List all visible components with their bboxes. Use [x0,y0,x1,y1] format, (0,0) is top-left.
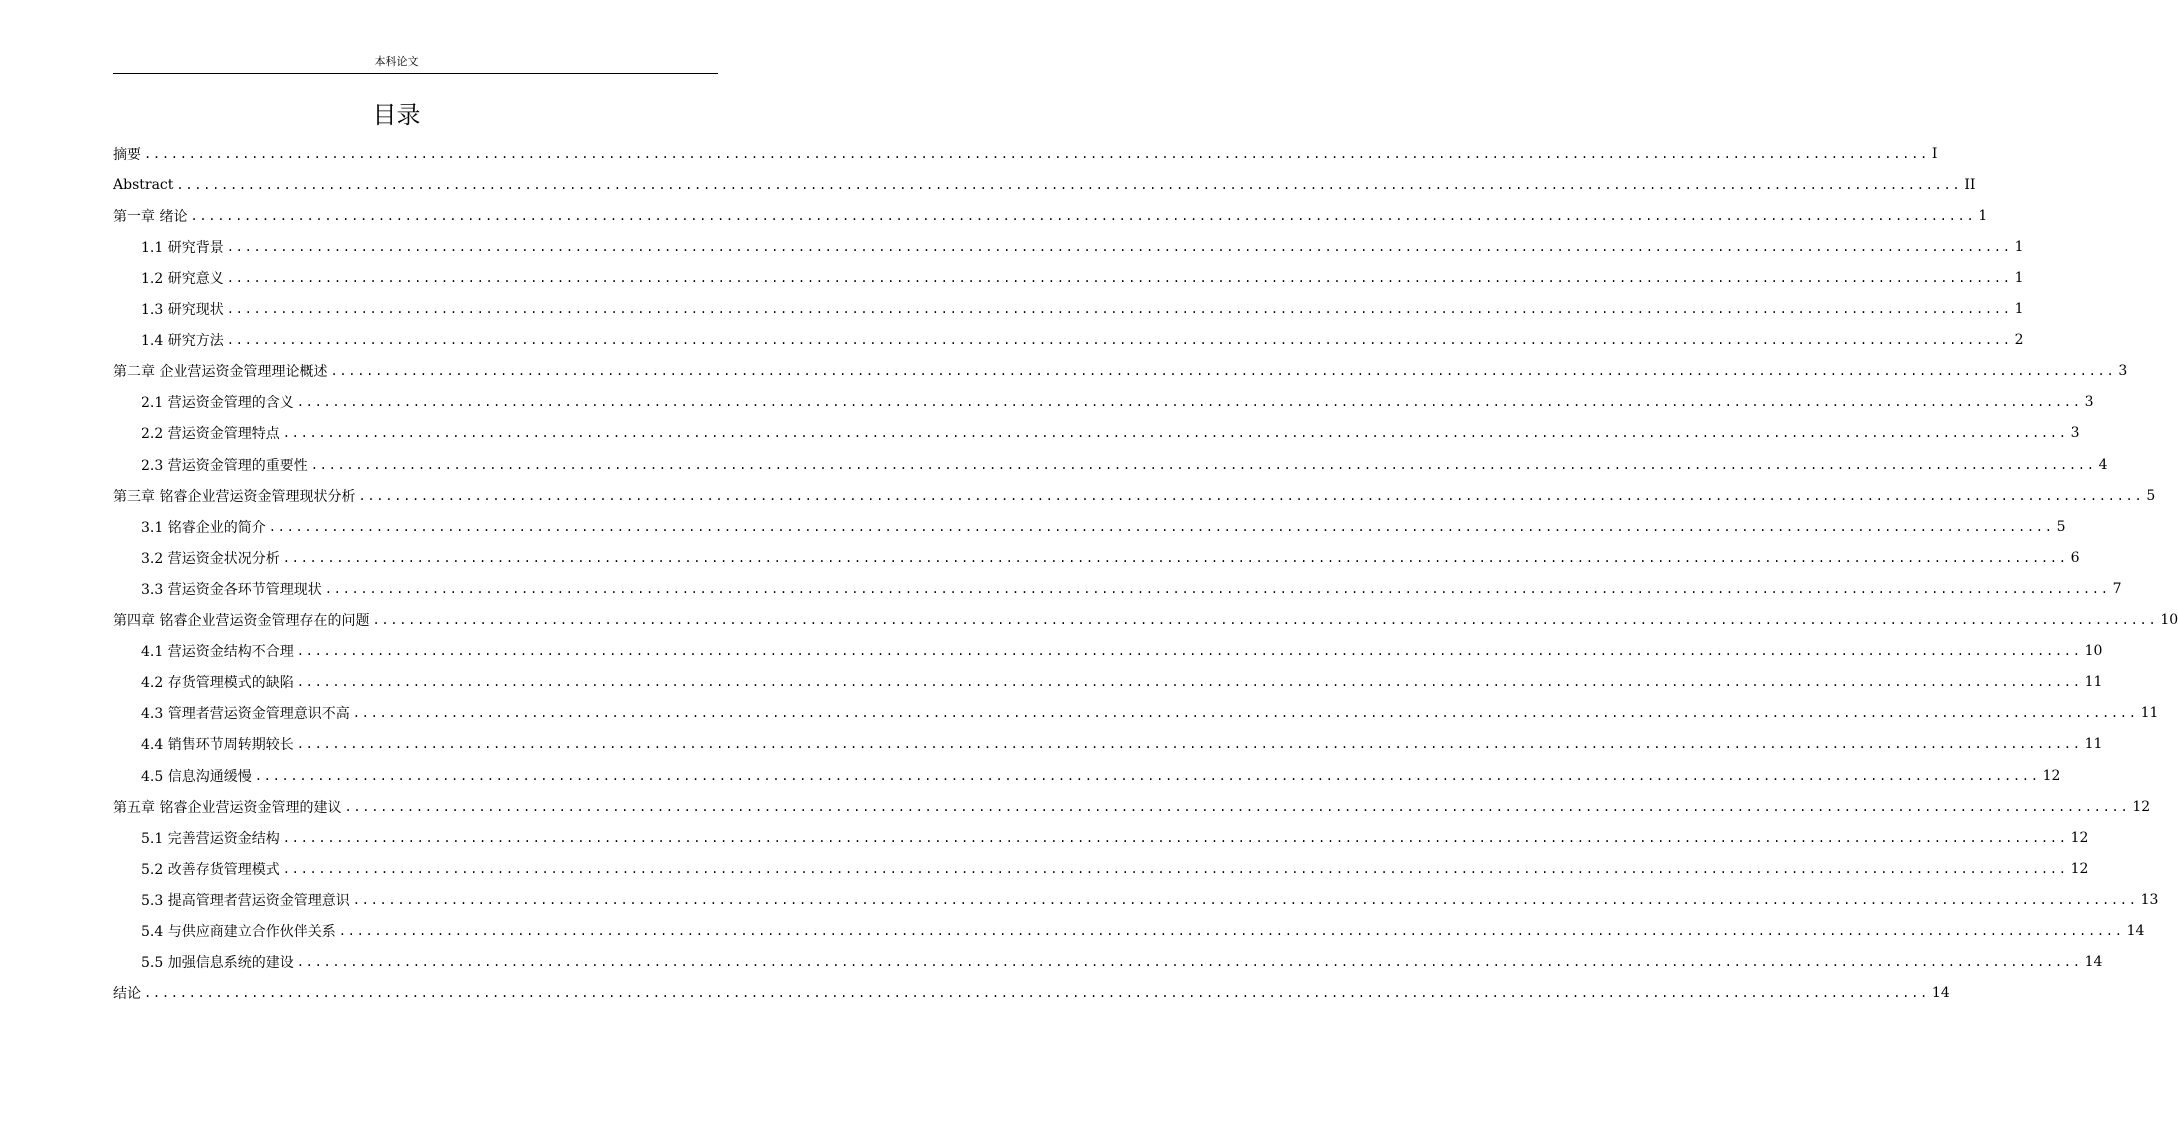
toc-leader-dots: ........................................................................................................................................................................................................ [330,364,2116,379]
toc-page-number: 12 [2042,767,2061,784]
toc-leader-dots: ........................................................................................................................................................................................................ [352,892,2138,907]
toc-chapter-entry[interactable] [113,169,1976,200]
toc-entry-title: 1.3 研究现状 [141,302,224,318]
toc-title: 目录 [372,101,421,129]
toc-section-entry[interactable] [141,387,2094,418]
toc-entry-title: 第三章 铭睿企业营运资金管理现状分析 [113,488,356,505]
toc-leader-dots: ........................................................................................................................................................................................................ [144,986,1929,1001]
toc-entry-title: 4.1 营运资金结构不合理 [141,644,294,661]
toc-section-entry[interactable] [141,822,2089,853]
toc-section-entry[interactable] [141,418,2080,449]
toc-entry-title: 2.2 营运资金管理特点 [141,426,280,443]
toc-leader-dots: ........................................................................................................................................................................................................ [352,706,2138,721]
toc-entry-title: 第四章 铭睿企业营运资金管理存在的问题 [113,613,370,629]
toc-page-number: 5 [2146,487,2156,504]
toc-page-number: 3 [2070,425,2080,442]
toc-section-entry[interactable] [141,449,2108,480]
toc-entry-title: 第一章 绪论 [113,208,188,225]
toc-section-entry[interactable] [141,947,2103,978]
toc-leader-dots: ........................................................................................................................................................................................................ [176,177,1962,192]
toc-entry-title: 4.4 销售环节周转期较长 [141,737,294,754]
toc-entry-title: 1.2 研究意义 [141,270,224,287]
toc-section-entry[interactable] [141,325,2024,356]
toc-entry-title: 第五章 铭睿企业营运资金管理的建议 [113,799,342,816]
toc-leader-dots: ........................................................................................................................................................................................................ [282,550,2068,565]
toc-entry-title: 2.1 营运资金管理的含义 [141,395,294,412]
toc-page-number: 2 [2014,332,2024,349]
toc-page-number: II [1964,176,1976,193]
toc-page-number: 12 [2132,798,2151,815]
toc-leader-dots: ........................................................................................................................................................................................................ [296,737,2082,752]
toc-chapter-entry[interactable] [113,978,1950,1009]
toc-section-entry[interactable] [141,760,2061,791]
toc-section-entry[interactable] [141,667,2103,698]
toc-leader-dots: ........................................................................................................................................................................................................ [282,426,2068,441]
toc-page-number: 14 [2084,954,2103,971]
toc-page-number: 5 [2056,518,2066,535]
toc-section-entry[interactable] [141,884,2159,915]
toc-page-number: 7 [2112,580,2122,597]
toc-section-entry[interactable] [141,294,2024,325]
toc-entry-title: 第二章 企业营运资金管理理论概述 [113,364,328,381]
toc-entry-title: 5.4 与供应商建立合作伙伴关系 [141,924,336,940]
toc-leader-dots: ........................................................................................................................................................................................................ [296,955,2082,970]
toc-chapter-entry[interactable] [113,356,2128,387]
toc-page-number: 1 [2014,238,2024,255]
toc-entry-title: 5.1 完善营运资金结构 [141,830,280,847]
toc-section-entry[interactable] [141,511,2066,542]
toc-entry-title: 3.2 营运资金状况分析 [141,550,280,567]
toc-entry-title: 1.4 研究方法 [141,333,224,350]
toc-page-number: 10 [2084,643,2103,660]
toc-section-entry[interactable] [141,916,2145,947]
toc-leader-dots: ........................................................................................................................................................................................................ [226,239,2012,254]
toc-leader-dots: ........................................................................................................................................................................................................ [296,395,2082,410]
toc-section-entry[interactable] [141,262,2024,293]
toc-page-number: 4 [2098,456,2108,473]
toc-section-entry[interactable] [141,636,2103,667]
toc-leader-dots: ........................................................................................................................................................................................................ [310,457,2096,472]
toc-entry-title: 4.2 存货管理模式的缺陷 [141,675,294,692]
toc-chapter-entry[interactable] [113,480,2156,511]
toc-page-number: 6 [2070,549,2080,566]
toc-leader-dots: ........................................................................................................................................................................................................ [282,861,2068,876]
toc-leader-dots: ........................................................................................................................................................................................................ [226,302,2012,316]
toc-leader-dots: ........................................................................................................................................................................................................ [268,519,2054,534]
toc-page-number: 1 [2014,269,2024,286]
toc-page-number: 3 [2118,363,2128,380]
toc-page-number: 11 [2084,674,2103,691]
toc-leader-dots: ........................................................................................................................................................................................................ [338,924,2124,938]
toc-page-number: 11 [2140,705,2159,722]
toc-page-number: 1 [1978,207,1988,224]
toc-page-number: 12 [2070,860,2089,877]
toc-chapter-entry[interactable] [113,138,1938,169]
toc-page-number: 14 [1931,985,1950,1002]
toc-entry-title: 3.1 铭睿企业的简介 [141,519,266,536]
toc-leader-dots: ........................................................................................................................................................................................................ [358,488,2144,503]
toc-page-number: 13 [2140,891,2159,908]
running-header: 本科论文 [374,55,419,68]
toc-section-entry[interactable] [141,542,2080,573]
toc-section-entry[interactable] [141,573,2122,604]
toc-chapter-entry[interactable] [113,200,1988,231]
toc-page-number: 10 [2160,612,2178,628]
toc-leader-dots: ........................................................................................................................................................................................................ [254,768,2040,783]
toc-entry-title: 4.3 管理者营运资金管理意识不高 [141,706,350,723]
toc-leader-dots: ........................................................................................................................................................................................................ [226,270,2012,285]
toc-entry-title: 4.5 信息沟通缓慢 [141,768,252,785]
toc-entry-title: 2.3 营运资金管理的重要性 [141,457,308,474]
toc-leader-dots: ........................................................................................................................................................................................................ [324,581,2110,596]
toc-leader-dots: ........................................................................................................................................................................................................ [144,146,1929,161]
toc-leader-dots: ........................................................................................................................................................................................................ [190,208,1976,223]
toc-entry-title: Abstract [113,176,174,193]
toc-entry-title: 5.2 改善存货管理模式 [141,861,280,878]
toc-entry-title: 3.3 营运资金各环节管理现状 [141,581,322,598]
toc-section-entry[interactable] [141,853,2089,884]
toc-page-number: 11 [2084,736,2103,753]
toc-section-entry[interactable] [141,231,2024,262]
toc-entry-title: 5.3 提高管理者营运资金管理意识 [141,892,350,909]
toc-entry-title: 摘要 [113,146,141,163]
toc-leader-dots: ........................................................................................................................................................................................................ [296,644,2082,659]
toc-entry-title: 5.5 加强信息系统的建设 [141,955,294,972]
toc-leader-dots: ........................................................................................................................................................................................................ [282,830,2068,845]
toc-leader-dots: ........................................................................................................................................................................................................ [296,675,2082,690]
header-rule [113,73,718,74]
toc-chapter-entry[interactable] [113,791,2151,822]
toc-entry-title: 结论 [113,986,141,1003]
toc-page-number: I [1931,145,1938,162]
toc-leader-dots: ........................................................................................................................................................................................................ [226,333,2012,348]
toc-section-entry[interactable] [141,698,2159,729]
toc-page-number: 12 [2070,829,2089,846]
toc-page-number: 14 [2126,923,2145,939]
toc-page-number: 3 [2084,394,2094,411]
toc-section-entry[interactable] [141,729,2103,760]
toc-leader-dots: ........................................................................................................................................................................................................ [344,799,2130,814]
toc-page-number: 1 [2014,301,2024,317]
toc-entry-title: 1.1 研究背景 [141,239,224,256]
toc-chapter-entry[interactable] [113,605,2178,636]
toc-leader-dots: ........................................................................................................................................................................................................ [372,613,2158,627]
